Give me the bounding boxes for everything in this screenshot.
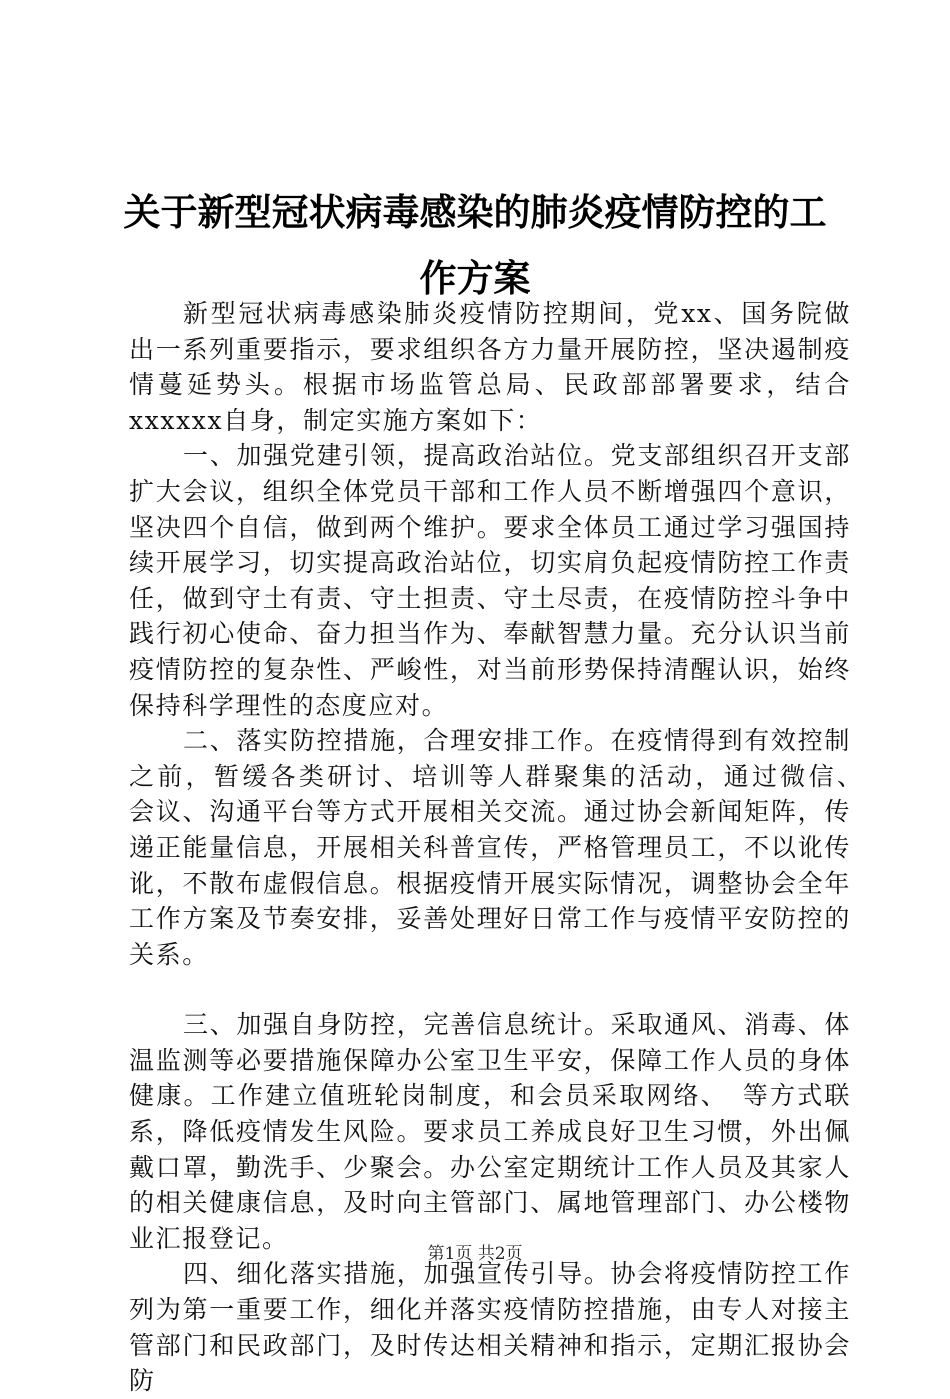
document-title: 关于新型冠状病毒感染的肺炎疫情防控的工作方案: [123, 191, 827, 300]
document-body: [129, 296, 878, 1399]
section-1-paragraph: 一、加强党建引领，提高政治站位。党支部组织召开支部扩大会议，组织全体党员干部和工作人员不断增强四个意识，坚决四个自信，做到两个维护。要求全体员工通过学习强国持续开展学习，切实提高政治站位，切实肩负起疫情防控工作责任，做到守土有责、守土担责、守土尽责，在疫情防控斗争中践行初心使命、奋力担当作为、奉献智慧力量。充分认识当前疫情防控的复杂性、严峻性，对当前形势保持清醒认识，始终保持科学理性的态度应对。: [129, 441, 851, 720]
section-2-paragraph: 二、落实防控措施，合理安排工作。在疫情得到有效控制之前，暂缓各类研讨、培训等人群聚集的活动，通过微信、 会议、沟通平台等方式开展相关交流。通过协会新闻矩阵，传递正能量信息，开展相关科普宣传，严格管理员工，不以讹传讹，不散布虚假信息。根据疫情开展实际情况，调整协会全年工作方案及节奏安排，妥善处理好日常工作与疫情平安防控的关系。: [129, 726, 878, 969]
section-3-paragraph: 三、加强自身防控，完善信息统计。采取通风、消毒、体温监测等必要措施保障办公室卫生平安，保障工作人员的身体健康。工作建立值班轮岗制度，和会员采取网络、 等方式联系，降低疫情发生风险。要求员工养成良好卫生习惯，外出佩戴口罩，勤洗手、少聚会。办公室定期统计工作人员及其家人的相关健康信息，及时向主管部门、属地管理部门、办公楼物业汇报登记。: [129, 1010, 851, 1253]
section-4-paragraph: 四、细化落实措施，加强宣传引导。协会将疫情防控工作列为第一重要工作，细化并落实疫情防控措施，由专人对接主管部门和民政部门，及时传达相关精神和指示，定期汇报协会防: [129, 1259, 851, 1396]
page-number-footer: 第1页 共2页: [427, 1244, 523, 1264]
intro-paragraph: 新型冠状病毒感染肺炎疫情防控期间，党xx、国务院做出一系列重要指示，要求组织各方力量开展防控，坚决遏制疫情蔓延势头。根据市场监管总局、民政部部署要求，结合xxxxxx自身，制定实施方案如下：: [129, 299, 851, 435]
